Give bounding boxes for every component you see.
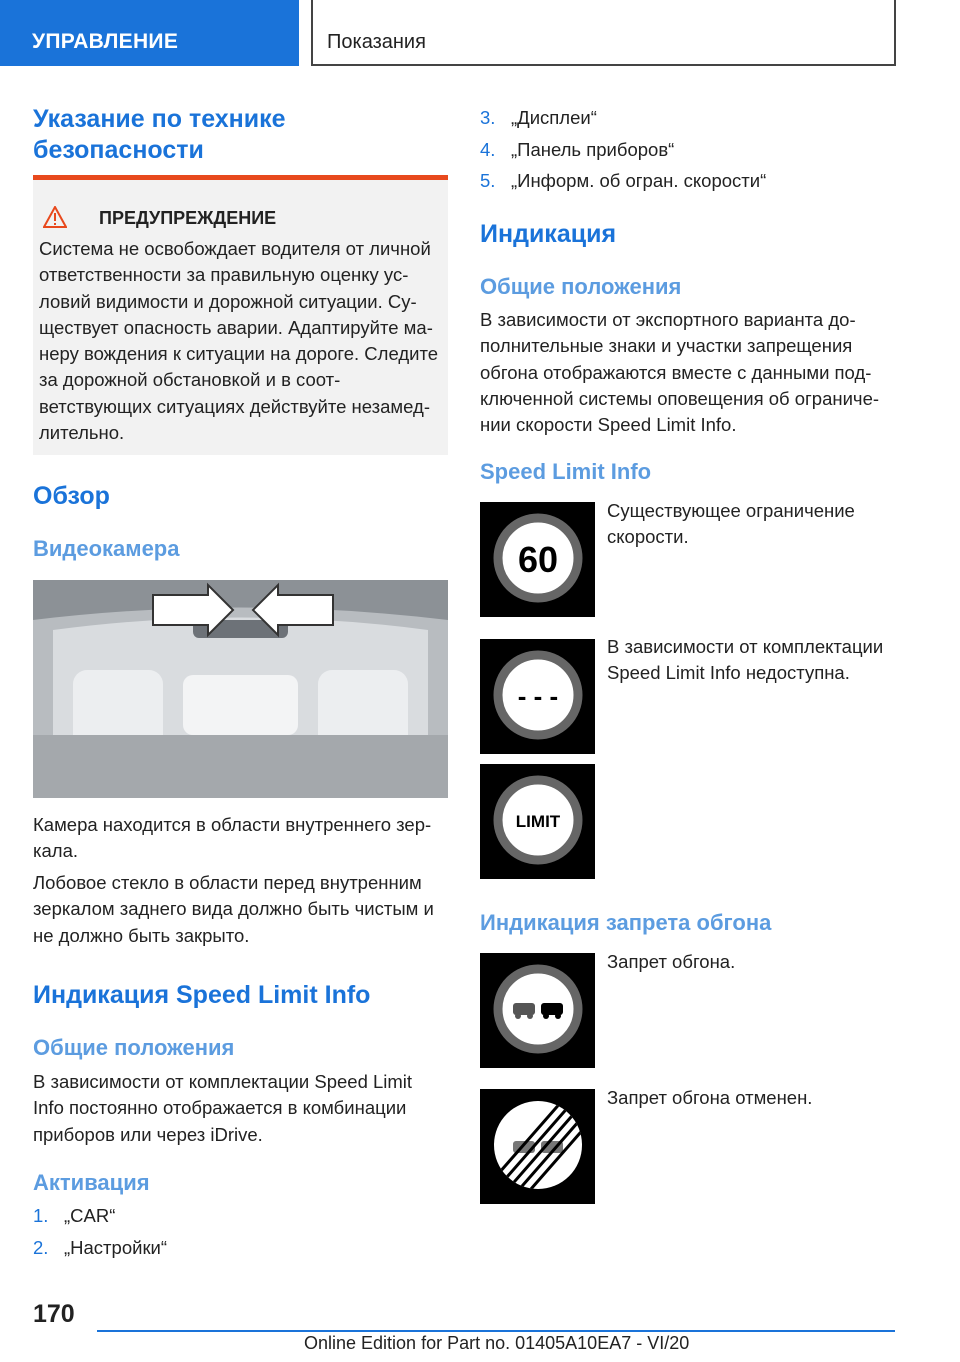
- list-item: [33, 1200, 448, 1232]
- general-text-right: В зависимости от экспортного варианта дополнительные знаки и участки запрещения обгона отображаются вместе с данными подключенной системы оповещения об ограничении скорости Speed Limit Info.: [480, 309, 880, 436]
- no-overtaking-icon: [480, 953, 595, 1068]
- limit-sign: [480, 764, 595, 879]
- step-label: „Информ. об огран. скорости“: [511, 170, 767, 191]
- activation-steps-left: [33, 1200, 448, 1263]
- step-label: „Панель приборов“: [511, 138, 675, 160]
- step-number: 3.: [480, 107, 496, 128]
- activation-heading: Активация: [33, 1170, 150, 1195]
- speed-limit-icon: [480, 502, 595, 617]
- step-number: 4.: [480, 138, 496, 160]
- chapter-label: Показания: [327, 31, 426, 53]
- car-interior-illustration: [33, 580, 448, 798]
- list-item: [480, 102, 898, 134]
- sign4-text: Запрет обгона.: [607, 951, 736, 972]
- overview-heading: Обзор: [33, 482, 110, 510]
- end-no-overtaking-sign: [480, 1089, 595, 1204]
- sign5-text: Запрет обгона отменен.: [607, 1087, 813, 1108]
- general-heading-left: Общие положения: [33, 1035, 235, 1060]
- step-label: „Дисплеи“: [511, 107, 597, 128]
- no-overtaking-sign: [480, 953, 595, 1068]
- limit-icon: [480, 764, 595, 879]
- sign2-text: В зависимости от комплектации Speed Limit Info недоступна.: [607, 636, 884, 684]
- speed-limit-sign-unavailable: [480, 639, 595, 754]
- list-item: [480, 165, 898, 197]
- page-number: 170: [33, 1300, 75, 1328]
- step-number: 2.: [33, 1236, 49, 1258]
- speed-limit-sign-60: [480, 502, 595, 617]
- camera-heading: Видеокамера: [33, 536, 180, 561]
- sign-value-60: 60: [517, 539, 559, 580]
- overtake-heading: Индикация запрета обгона: [480, 910, 772, 935]
- end-no-overtaking-icon: [480, 1089, 595, 1204]
- display-heading: Индикация: [480, 220, 617, 248]
- sign-value-dashes: - - -: [517, 681, 559, 711]
- general-heading-right: Общие положения: [480, 274, 682, 299]
- camera-location-photo: [33, 580, 448, 798]
- step-number: 5.: [480, 170, 496, 191]
- footer-edition: Online Edition for Part no. 01405A10EA7 - VI/20: [304, 1333, 690, 1353]
- sli-heading: Индикация Speed Limit Info: [33, 981, 371, 1009]
- warning-triangle-icon: [43, 206, 67, 228]
- chapter-tab: [311, 0, 896, 66]
- warning-text: Система не освобождает водителя от личной ответственности за правильную оценку условий видимости и дорожной ситуации. Существует опасность аварии. Адаптируйте манеру вождения к ситуации на дороге. Следите за дорожной обстановкой и в соответствующих ситуациях действуйте незамедлительно.: [39, 238, 439, 444]
- list-item: [480, 134, 898, 166]
- warning-box: [33, 175, 448, 455]
- step-label: „CAR“: [64, 1205, 116, 1226]
- camera-text-1: Камера находится в области внутреннего зеркала.: [33, 814, 432, 862]
- general-text-left: В зависимости от комплектации Speed Limit Info постоянно отображается в комбинации приборов или через iDrive.: [33, 1071, 413, 1145]
- list-item: [33, 1232, 448, 1264]
- sign1-text: Существующее ограничение скорости.: [607, 500, 855, 548]
- safety-heading: Указание по технике безопасности: [33, 105, 286, 164]
- footer-divider: [97, 1330, 895, 1332]
- sli-subheading: Speed Limit Info: [480, 459, 652, 484]
- warning-title: ПРЕДУПРЕЖДЕНИЕ: [99, 208, 277, 228]
- activation-steps-right: [480, 102, 898, 197]
- speed-limit-unavailable-icon: [480, 639, 595, 754]
- sign-value-limit: LIMIT: [515, 812, 561, 831]
- section-label: УПРАВЛЕНИЕ: [32, 30, 179, 53]
- step-label: „Настройки“: [64, 1236, 168, 1258]
- section-tab: [0, 0, 299, 66]
- step-number: 1.: [33, 1205, 49, 1226]
- camera-text-2: Лобовое стекло в области перед внутренним зеркалом заднего вида должно быть чистым и не должно быть закрыто.: [33, 872, 434, 946]
